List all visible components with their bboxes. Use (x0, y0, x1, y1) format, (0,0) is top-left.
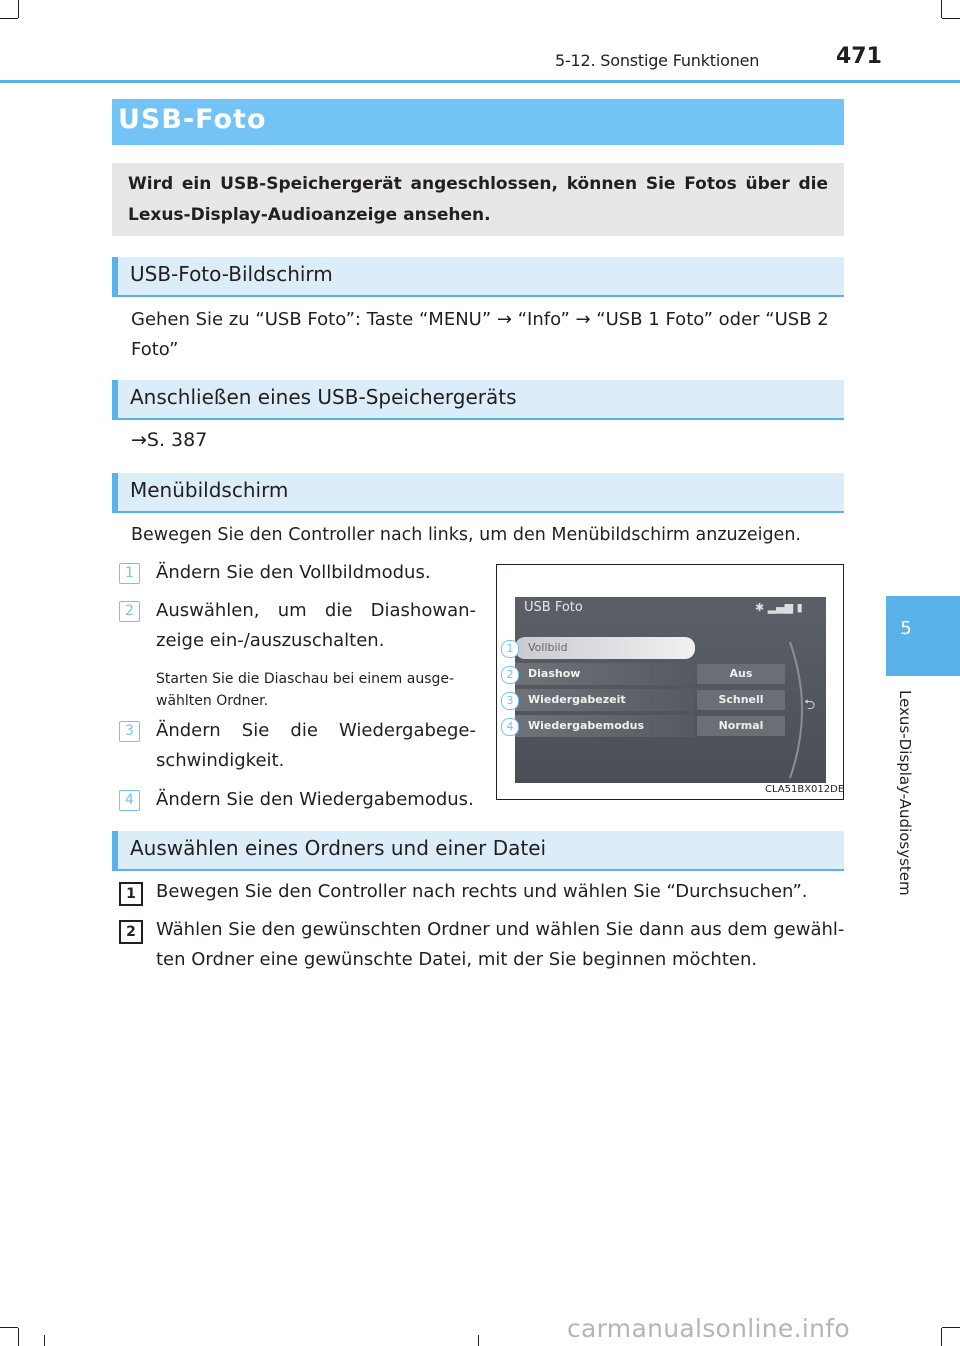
screen-instructions: Gehen Sie zu “USB Foto”: Taste “MENU” → “Info” → “USB 1 Foto” oder “USB 2 Foto” (131, 309, 829, 360)
option-slideshow[interactable] (515, 663, 695, 685)
status-icons: ✱ ▂▄▆ ▮ (755, 601, 803, 614)
item-number-badge: 2 (119, 601, 140, 622)
section-bar (112, 831, 118, 869)
section-bar (112, 257, 118, 295)
crop-mark (942, 1327, 960, 1328)
option-value[interactable]: Normal (697, 716, 785, 736)
section-title: Auswählen eines Ordners und einer Datei (130, 836, 547, 860)
option-label: Diashow (528, 667, 581, 680)
section-heading-folder (112, 831, 844, 871)
callout-badge: 3 (501, 692, 519, 710)
item-note-line: Starten Sie die Diaschau bei einem ausge- (156, 671, 455, 687)
option-value[interactable]: Schnell (697, 690, 785, 710)
crop-mark (941, 1328, 942, 1346)
list-item-line: zeige ein-/auszuschalten. (156, 630, 385, 651)
step-text: Bewegen Sie den Controller nach rechts und wählen Sie “Durchsuchen”. (156, 881, 808, 902)
page-reference-link[interactable]: →S. 387 (131, 429, 208, 451)
crop-mark (0, 18, 18, 19)
option-playback-speed[interactable] (515, 689, 695, 711)
item-number-badge: 1 (119, 563, 140, 584)
option-fullscreen[interactable] (515, 637, 695, 659)
crop-mark (478, 1335, 479, 1346)
section-heading-screen (112, 257, 844, 297)
page-title: USB-Foto (118, 104, 267, 135)
crop-mark (942, 18, 960, 19)
list-item: Ändern Sie den Wiedergabemodus. (156, 789, 474, 810)
option-label: Vollbild (528, 641, 568, 654)
page-number: 471 (836, 44, 882, 69)
chapter-title: Lexus-Display-Audiosystem (896, 690, 914, 896)
step-text-line: ten Ordner eine gewünschte Datei, mit der Sie beginnen möchten. (156, 949, 758, 970)
section-title: Anschließen eines USB-Speichergeräts (130, 385, 517, 409)
item-number-badge: 3 (119, 721, 140, 742)
crop-mark (941, 0, 942, 18)
crop-mark (0, 1327, 18, 1328)
section-bar (112, 380, 118, 418)
watermark: carmanualsonline.info (567, 1314, 850, 1343)
step-number: 2 (119, 920, 143, 944)
image-code: CLA51BX012DE (765, 784, 845, 795)
crop-mark (44, 1335, 45, 1346)
intro-text: Wird ein USB-Speichergerät angeschlossen, können Sie Fotos über die Lexus-Display-Audioanzeige ansehen. (128, 174, 828, 225)
section-title: USB-Foto-Bildschirm (130, 262, 333, 286)
crop-mark (18, 0, 19, 18)
callout-badge: 4 (501, 718, 519, 736)
crop-mark (18, 1328, 19, 1346)
list-item-line: schwindigkeit. (156, 750, 285, 771)
item-note-line: wählten Ordner. (156, 693, 269, 709)
section-heading-connect (112, 380, 844, 420)
section-heading-menu (112, 473, 844, 513)
option-playback-mode[interactable] (515, 715, 695, 737)
step-text-line: Wählen Sie den gewünschten Ordner und wählen Sie dann aus dem gewähl- (156, 919, 845, 940)
option-label: Wiedergabezeit (528, 693, 626, 706)
callout-badge: 2 (501, 666, 519, 684)
list-item: Ändern Sie den Vollbildmodus. (156, 562, 431, 583)
menu-instructions: Bewegen Sie den Controller nach links, um den Menübildschirm anzuzeigen. (131, 525, 801, 545)
screen-title: USB Foto (524, 600, 583, 615)
callout-badge: 1 (501, 640, 519, 658)
running-head: 5-12. Sonstige Funktionen (555, 51, 760, 70)
list-item-line: Ändern Sie die Wiedergabege- (156, 720, 476, 741)
section-title: Menübildschirm (130, 478, 289, 502)
chapter-number: 5 (900, 618, 912, 639)
item-number-badge: 4 (119, 790, 140, 811)
list-item-line: Auswählen, um die Diashowan- (156, 600, 476, 621)
option-label: Wiedergabemodus (528, 719, 645, 732)
back-icon[interactable]: ⮌ (804, 697, 816, 713)
option-value[interactable]: Aus (697, 664, 785, 684)
section-bar (112, 473, 118, 511)
step-number: 1 (119, 882, 143, 906)
header-rule (0, 80, 960, 83)
